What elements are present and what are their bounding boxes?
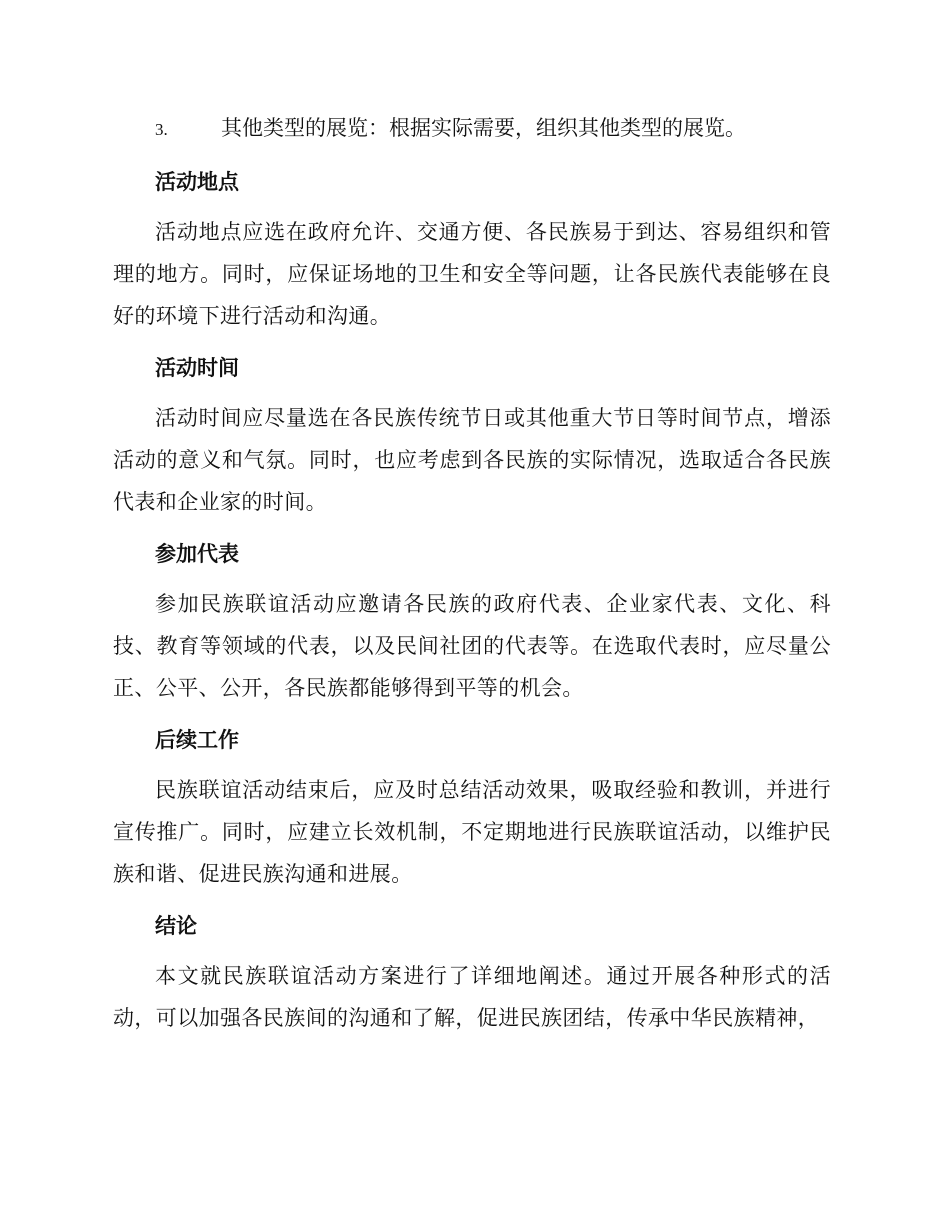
section-paragraph: 参加民族联谊活动应邀请各民族的政府代表、企业家代表、文化、科技、教育等领域的代表，以及民间社团的代表等。在选取代表时，应尽量公正、公平、公开，各民族都能够得到平等的机会。 xyxy=(113,592,831,700)
section-time xyxy=(113,347,831,523)
section-paragraph: 民族联谊活动结束后，应及时总结活动效果，吸取经验和教训，并进行宣传推广。同时，应建立长效机制，不定期地进行民族联谊活动，以维护民族和谐、促进民族沟通和进展。 xyxy=(113,778,831,886)
section-heading: 活动时间 xyxy=(155,356,239,380)
section-conclusion xyxy=(113,905,831,1039)
section-location xyxy=(113,161,831,337)
section-heading: 活动地点 xyxy=(155,170,239,194)
section-participants xyxy=(113,533,831,709)
list-item-text: 其他类型的展览：根据实际需要，组织其他类型的展览。 xyxy=(221,116,746,140)
section-paragraph: 本文就民族联谊活动方案进行了详细地阐述。通过开展各种形式的活动，可以加强各民族间的沟通和了解，促进民族团结，传承中华民族精神， xyxy=(113,964,831,1030)
section-heading: 参加代表 xyxy=(155,542,239,566)
section-paragraph: 活动时间应尽量选在各民族传统节日或其他重大节日等时间节点，增添活动的意义和气氛。同时，也应考虑到各民族的实际情况，选取适合各民族代表和企业家的时间。 xyxy=(113,406,831,514)
section-follow-up xyxy=(113,719,831,895)
section-heading: 后续工作 xyxy=(155,728,239,752)
document-content xyxy=(113,107,831,1049)
section-paragraph: 活动地点应选在政府允许、交通方便、各民族易于到达、容易组织和管理的地方。同时，应保证场地的卫生和安全等问题，让各民族代表能够在良好的环境下进行活动和沟通。 xyxy=(113,220,831,328)
list-item xyxy=(155,107,831,151)
section-heading: 结论 xyxy=(155,914,197,938)
list-item-number: 3. xyxy=(155,120,168,139)
